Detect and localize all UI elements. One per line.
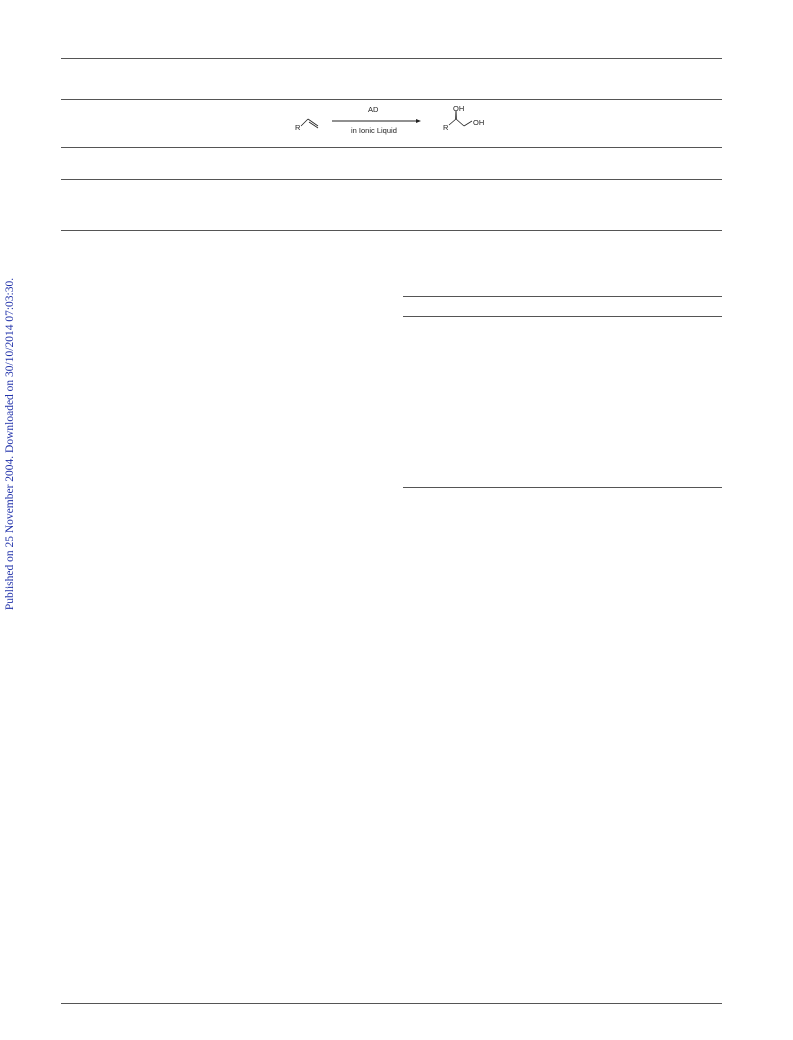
condition-label: in Ionic Liquid xyxy=(351,126,397,135)
reaction-scheme xyxy=(290,100,520,145)
publication-notice[interactable]: Published on 25 November 2004. Downloaded on 30/10/2014 07:03:30. xyxy=(4,277,16,611)
reactant-r-label: R xyxy=(295,123,301,132)
scheme-bottom-rule xyxy=(61,147,722,148)
top-rule xyxy=(61,58,722,59)
arrow-head-icon xyxy=(416,119,421,123)
right-table-header-rule xyxy=(403,316,722,317)
footer-rule xyxy=(61,1003,722,1004)
right-table-top-rule xyxy=(403,296,722,297)
right-table-bottom-rule xyxy=(403,487,722,488)
hydroxyl-top-label: OH xyxy=(453,104,465,113)
reagent-label: AD xyxy=(368,105,379,114)
reaction-scheme-drawing xyxy=(290,100,520,145)
product-r-label: R xyxy=(443,123,449,132)
hydroxyl-right-label: OH xyxy=(473,118,485,127)
table-bottom-rule xyxy=(61,230,722,231)
table-header-rule xyxy=(61,179,722,180)
